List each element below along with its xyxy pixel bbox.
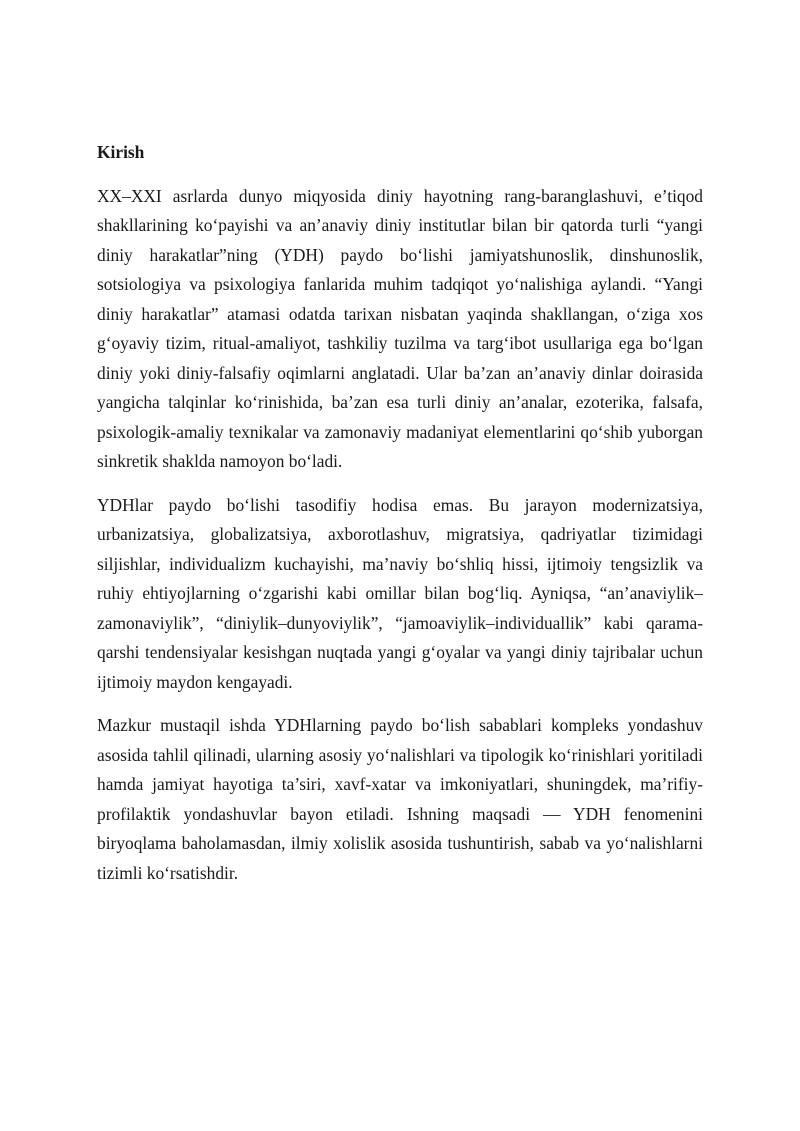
paragraph-2: YDHlar paydo bo‘lishi tasodifiy hodisa emas. Bu jarayon modernizatsiya, urbanizatsiya, globalizatsiya, axborotlashuv, migratsiya, qadriyatlar tizimidagi siljishlar, individualizm kuchayishi, ma’naviy bo‘shliq hissi, ijtimoiy tengsizlik va ruhiy ehtiyojlarning o‘zgarishi kabi omillar bilan bog‘liq. Ayniqsa, “an’anaviylik–zamonaviylik”, “diniylik–dunyoviylik”, “jamoaviylik–individuallik” kabi qarama-qarshi tendensiyalar kesishgan nuqtada yangi g‘oyalar va yangi diniy tajribalar uchun ijtimoiy maydon kengayadi. [97,494,703,692]
document-body [97,138,703,902]
paragraph-1: XX–XXI asrlarda dunyo miqyosida diniy hayotning rang-baranglashuvi, e’tiqod shakllarining ko‘payishi va an’anaviy diniy institutlar bilan bir qatorda turli “yangi diniy harakatlar”ning (YDH) paydo bo‘lishi jamiyatshunoslik, dinshunoslik, sotsiologiya va psixologiya fanlarida muhim tadqiqot yo‘nalishiga aylandi. “Yangi diniy harakatlar” atamasi odatda tarixan nisbatan yaqinda shakllangan, o‘ziga xos g‘oyaviy tizim, ritual-amaliyot, tashkiliy tuzilma va targ‘ibot usullariga ega bo‘lgan diniy yoki diniy-falsafiy oqimlarni anglatadi. Ular ba’zan an’anaviy dinlar doirasida yangicha talqinlar ko‘rinishida, ba’zan esa turli diniy an’analar, ezoterika, falsafa, psixologik-amaliy texnikalar va zamonaviy madaniyat elementlarini qo‘shib yuborgan sinkretik shaklda namoyon bo‘ladi. [97,185,703,471]
paragraph-3: Mazkur mustaqil ishda YDHlarning paydo bo‘lish sabablari kompleks yondashuv asosida tahlil qilinadi, ularning asosiy yo‘nalishlari va tipologik ko‘rinishlari yoritiladi hamda jamiyat hayotiga ta’siri, xavf-xatar va imkoniyatlari, shuningdek, ma’rifiy-profilaktik yondashuvlar bayon etiladi. Ishning maqsadi — YDH fenomenini biryoqlama baholamasdan, ilmiy xolislik asosida tushuntirish, sabab va yo‘nalishlarni tizimli ko‘rsatishdir. [97,715,703,883]
section-heading: Kirish [97,142,145,162]
